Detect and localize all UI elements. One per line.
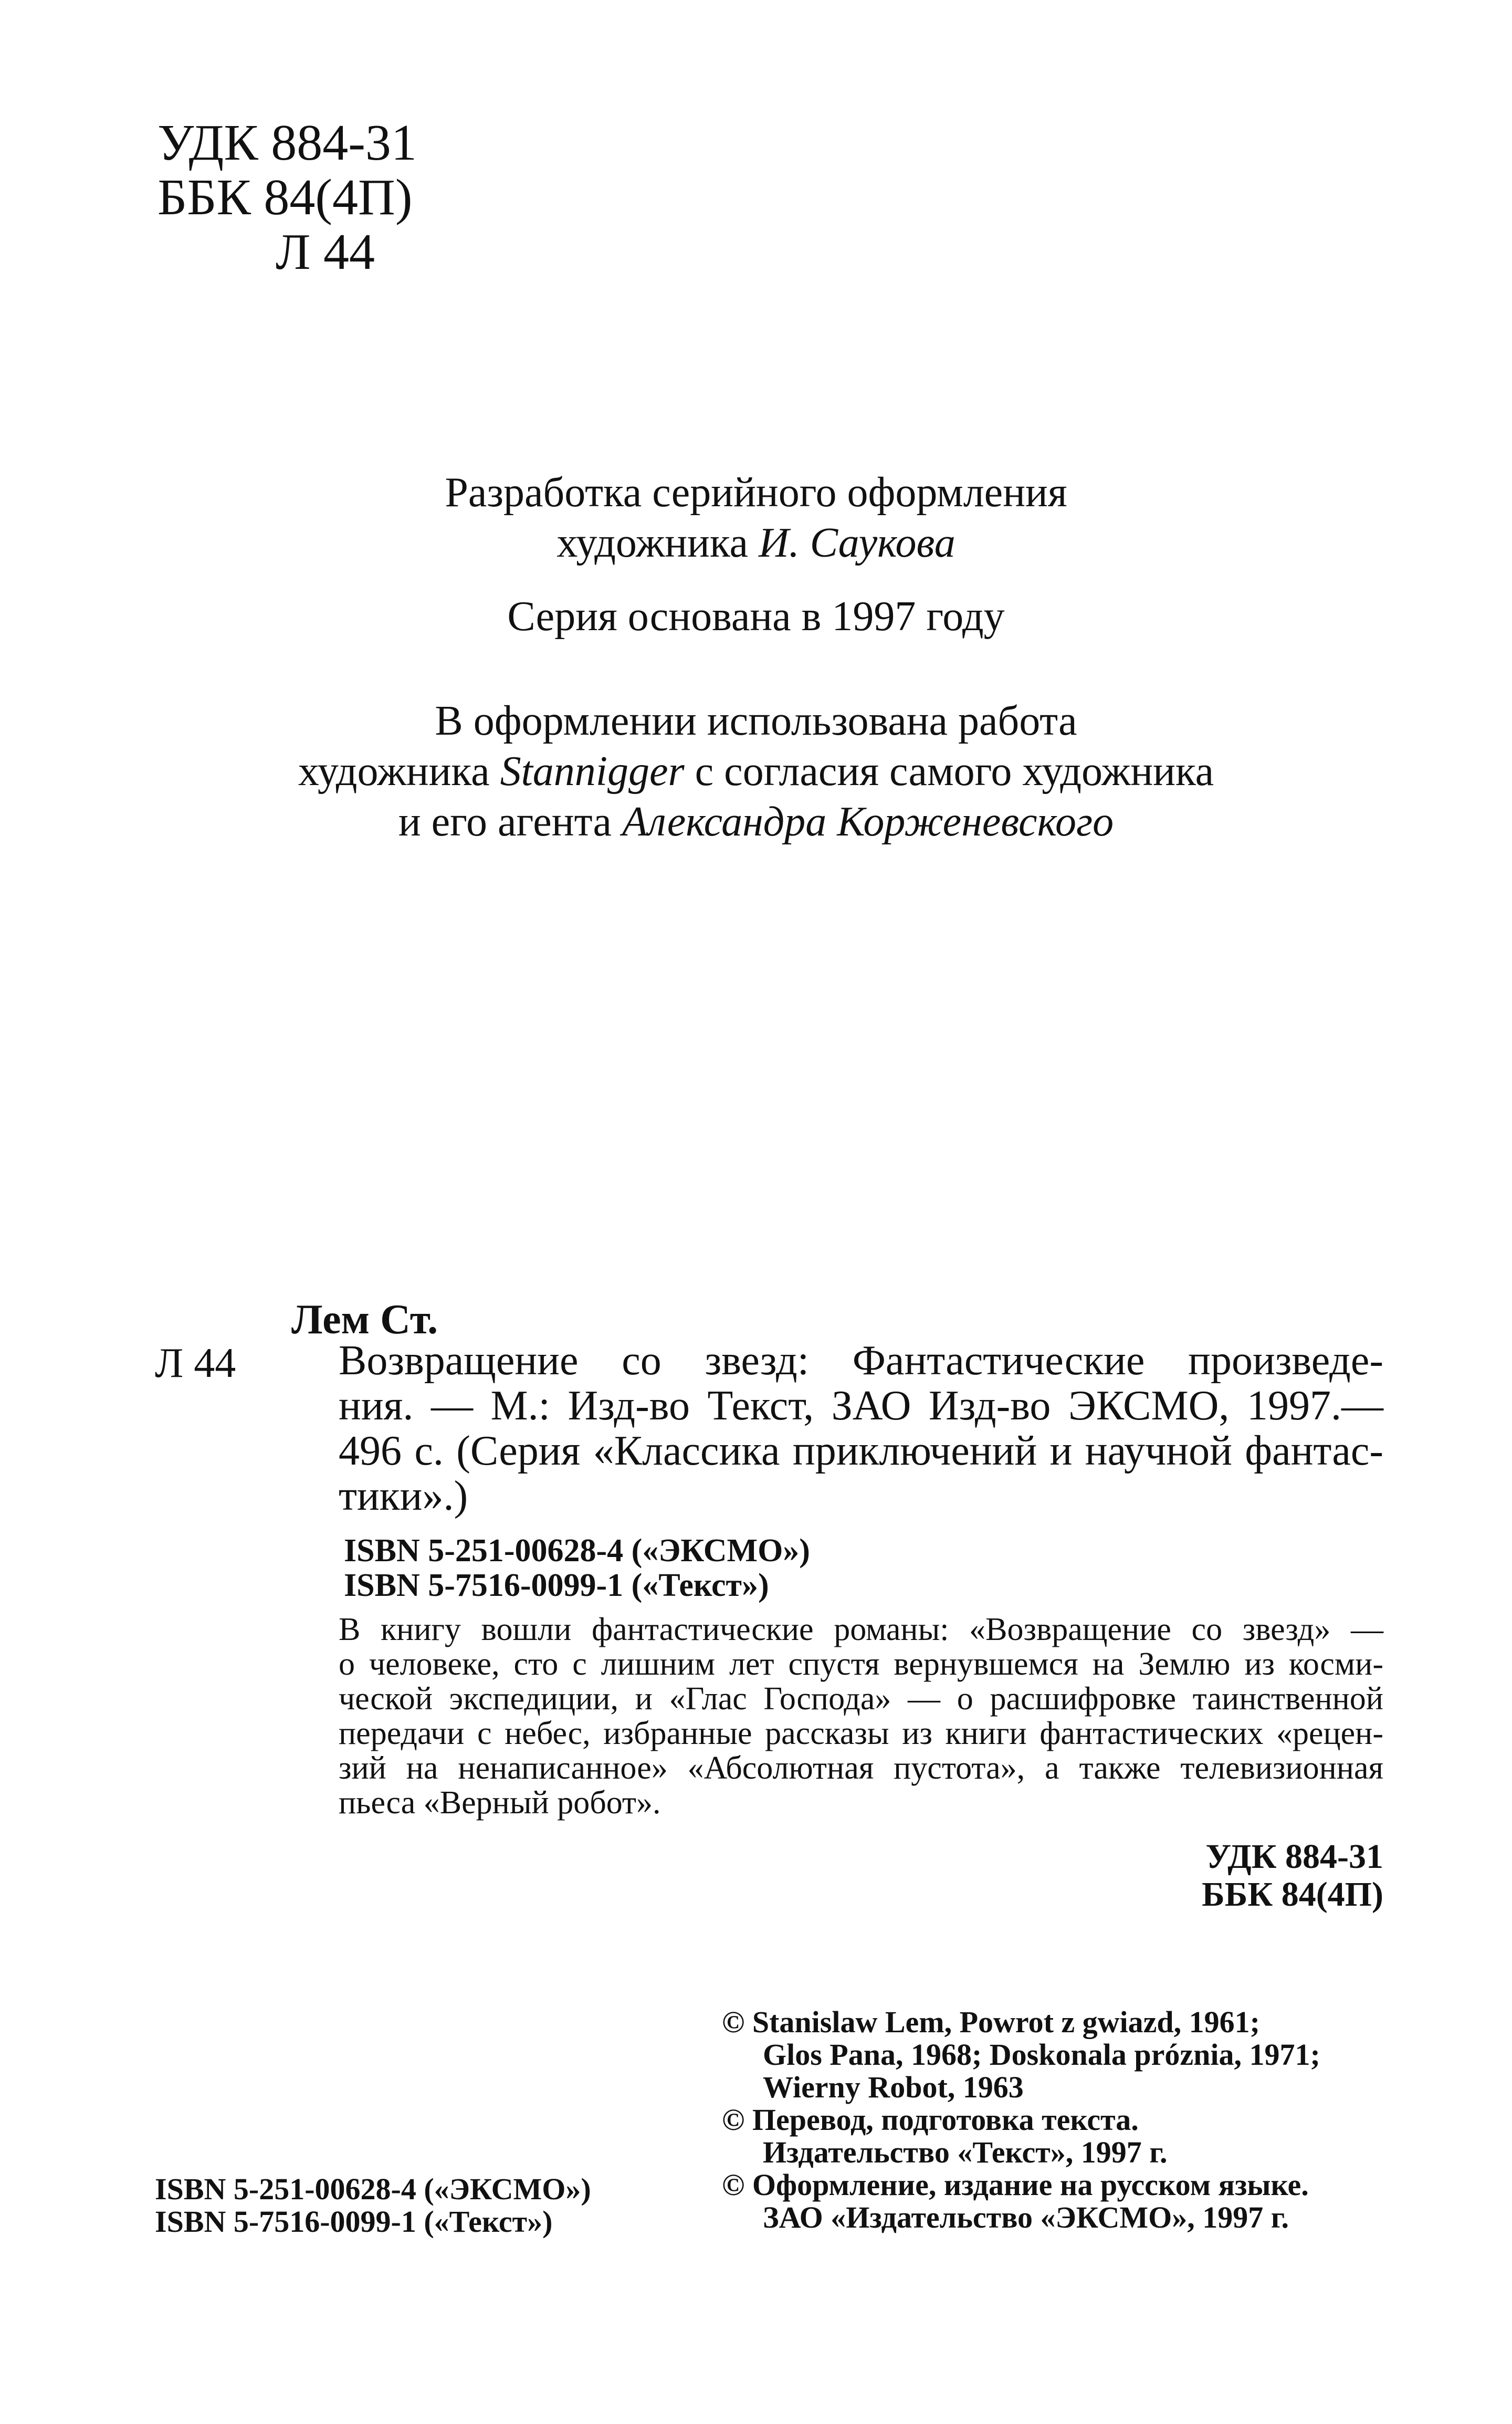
cover-credit bbox=[0, 696, 1512, 847]
isbn-line: ISBN 5-251-00628-4 («ЭКСМО») bbox=[155, 2172, 591, 2206]
annotation-line: зий на ненаписанное» «Абсолютная пустота», а также телевизионная bbox=[339, 1750, 1383, 1786]
udk-code: УДК 884-31 bbox=[158, 114, 417, 171]
record-sign: Л 44 bbox=[155, 1340, 236, 1386]
cover-line-1: В оформлении использована работа bbox=[435, 698, 1077, 744]
annotation-line: ческой экспедиции, и «Глас Господа» — о расшифровке таинственной bbox=[339, 1681, 1383, 1717]
copyright-line: Издательство «Текст», 1997 г. bbox=[763, 2135, 1168, 2169]
copyright-line: Glos Pana, 1968; Doskonala próznia, 1971; bbox=[763, 2038, 1320, 2072]
design-line-2: художника И. Саукова bbox=[556, 520, 956, 566]
design-credit bbox=[0, 467, 1512, 568]
copyright-line: ЗАО «Издательство «ЭКСМО», 1997 г. bbox=[763, 2200, 1289, 2234]
biblio-line: Возвращение со звезд: Фантастические произведе- bbox=[339, 1338, 1383, 1384]
copyright-block bbox=[722, 2006, 1320, 2234]
bbk-code: ББК 84(4П) bbox=[158, 169, 413, 226]
annotation-line: передачи с небес, избранные рассказы из книги фантастических «рецен- bbox=[339, 1716, 1383, 1751]
classification-codes bbox=[158, 116, 417, 279]
biblio-line: 496 с. (Серия «Классика приключений и научной фантас- bbox=[339, 1428, 1383, 1474]
cover-artist: Stannigger bbox=[500, 748, 685, 795]
annotation bbox=[339, 1612, 1383, 1820]
annotation-line: о человеке, сто с лишним лет спустя вернувшемся на Землю из косми- bbox=[339, 1646, 1383, 1682]
isbn-line: ISBN 5-7516-0099-1 («Текст») bbox=[344, 1568, 769, 1603]
record-isbn bbox=[344, 1533, 810, 1603]
annotation-line: В книгу вошли фантастические романы: «Возвращение со звезд» — bbox=[339, 1612, 1383, 1647]
annotation-line: пьеса «Верный робот». bbox=[339, 1785, 661, 1821]
design-artist: И. Саукова bbox=[759, 520, 956, 566]
classification-codes-right bbox=[1202, 1838, 1383, 1914]
design-line-1: Разработка серийного оформления bbox=[445, 469, 1067, 516]
cover-line-3: и его агента Александра Корженевского bbox=[398, 799, 1114, 845]
copyright-line: © Stanislaw Lem, Powrot z gwiazd, 1961; bbox=[722, 2005, 1260, 2039]
isbn-line: ISBN 5-7516-0099-1 («Текст») bbox=[155, 2204, 553, 2239]
copyright-line: Wierny Robot, 1963 bbox=[763, 2070, 1024, 2104]
bbk-code-right: ББК 84(4П) bbox=[1202, 1875, 1383, 1914]
udk-code-right: УДК 884-31 bbox=[1205, 1837, 1383, 1876]
author-sign: Л 44 bbox=[276, 224, 375, 280]
isbn-line: ISBN 5-251-00628-4 («ЭКСМО») bbox=[344, 1533, 810, 1569]
copyright-line: © Оформление, издание на русском языке. bbox=[722, 2168, 1309, 2202]
bibliographic-description bbox=[339, 1338, 1383, 1519]
cover-agent: Александра Корженевского bbox=[622, 799, 1114, 845]
record-author: Лем Ст. bbox=[291, 1297, 438, 1343]
copyright-line: © Перевод, подготовка текста. bbox=[722, 2103, 1139, 2137]
series-founded: Серия основана в 1997 году bbox=[507, 593, 1005, 640]
isbn-bottom bbox=[155, 2173, 591, 2238]
cover-line-2: художника Stannigger с согласия самого художника bbox=[298, 748, 1214, 795]
biblio-line: ния. — М.: Изд-во Текст, ЗАО Изд-во ЭКСМО, 1997.— bbox=[339, 1383, 1383, 1429]
biblio-line: тики».) bbox=[339, 1473, 468, 1519]
